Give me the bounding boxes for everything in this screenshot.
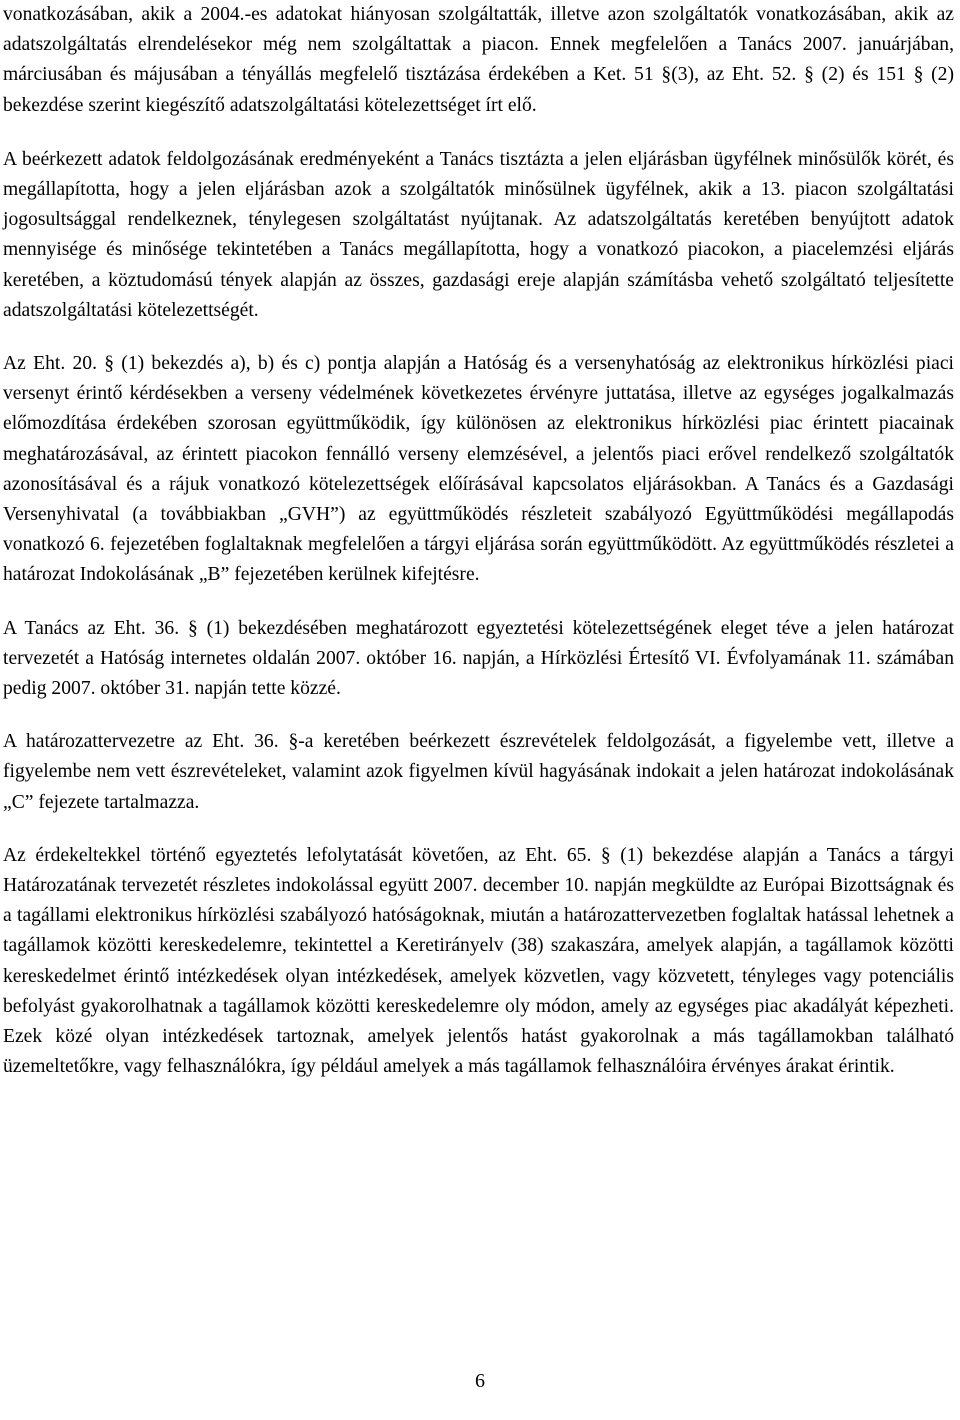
- paragraph-3: Az Eht. 20. § (1) bekezdés a), b) és c) pontja alapján a Hatóság és a versenyhatóság az elektronikus hírközlési piaci versenyt érintő kérdésekben a verseny védelmének következetes érvényre juttatása, illetve az egységes jogalkalmazás előmozdítása érdekében szorosan együttműködik, így különösen az elektronikus hírközlési piac érintett piacainak meghatározásával, az érintett piacokon fennálló verseny elemzésével, a jelentős piaci erővel rendelkező szolgáltatók azonosításával és a rájuk vonatkozó kötelezettségek előírásával kapcsolatos eljárásokban. A Tanács és a Gazdasági Versenyhivatal (a továbbiakban „GVH”) az együttműködés részleteit szabályozó Együttműködési megállapodás vonatkozó 6. fejezetében foglaltaknak megfelelően a tárgyi eljárása során együttműködött. Az együttműködés részletei a határozat Indokolásának „B” fejezetében kerülnek kifejtésre.: [3, 353, 954, 586]
- page-number: 6: [475, 1370, 485, 1392]
- paragraph-1: vonatkozásában, akik a 2004.-es adatokat hiányosan szolgáltatták, illetve azon szolgáltatók vonatkozásában, akik az adatszolgáltatás elrendelésekor még nem szolgáltattak a piacon. Ennek megfelelően a Tanács 2007. januárjában, márciusában és májusában a tényállás megfelelő tisztázása érdekében a Ket. 51 §(3), az Eht. 52. § (2) és 151 § (2) bekezdése szerint kiegészítő adatszolgáltatási kötelezettséget írt elő.: [3, 4, 954, 116]
- paragraph-4: A Tanács az Eht. 36. § (1) bekezdésében meghatározott egyeztetési kötelezettségének eleget téve a jelen határozat tervezetét a Hatóság internetes oldalán 2007. október 16. napján, a Hírközlési Értesítő VI. Évfolyamának 11. számában pedig 2007. október 31. napján tette közzé.: [3, 617, 954, 700]
- document-page: [3, 0, 954, 1083]
- paragraph-5: A határozattervezetre az Eht. 36. §-a keretében beérkezett észrevételek feldolgozását, a figyelembe vett, illetve a figyelembe nem vett észrevételeket, valamint azok figyelmen kívül hagyásának indokait a jelen határozat indokolásának „C” fejezete tartalmazza.: [3, 731, 954, 813]
- paragraph-2: A beérkezett adatok feldolgozásának eredményeként a Tanács tisztázta a jelen eljárásban ügyfélnek minősülők körét, és megállapította, hogy a jelen eljárásban azok a szolgáltatók minősülnek ügyfélnek, akik a 13. piacon szolgáltatási jogosultsággal rendelkeznek, ténylegesen szolgáltatást nyújtanak. Az adatszolgáltatás keretében benyújtott adatok mennyisége és minősége tekintetében a Tanács megállapította, hogy a vonatkozó piacokon, a piacelemzési eljárás keretében, a köztudomású tények alapján az összes, gazdasági ereje alapján számításba vehető szolgáltató teljesítette adatszolgáltatási kötelezettségét.: [3, 148, 954, 321]
- paragraph-6: Az érdekeltekkel történő egyeztetés lefolytatását követően, az Eht. 65. § (1) bekezdése alapján a Tanács a tárgyi Határozatának tervezetét részletes indokolással együtt 2007. december 10. napján megküldte az Európai Bizottságnak és a tagállami elektronikus hírközlési szabályozó hatóságoknak, miután a határozattervezetben foglaltak hatással lehetnek a tagállamok közötti kereskedelemre, tekintettel a Keretirányelv (38) szakaszára, amelyek alapján, a tagállamok közötti kereskedelmet érintő intézkedések olyan intézkedések, amelyek közvetlen, vagy közvetett, tényleges vagy potenciális befolyást gyakorolhatnak a tagállamok közötti kereskedelemre oly módon, amely az egységes piac akadályát képezheti. Ezek közé olyan intézkedések tartoznak, amelyek jelentős hatást gyakorolnak a más tagállamokban található üzemeltetőkre, vagy felhasználókra, így például amelyek a más tagállamok felhasználóira érvényes árakat érintik.: [3, 844, 954, 1078]
